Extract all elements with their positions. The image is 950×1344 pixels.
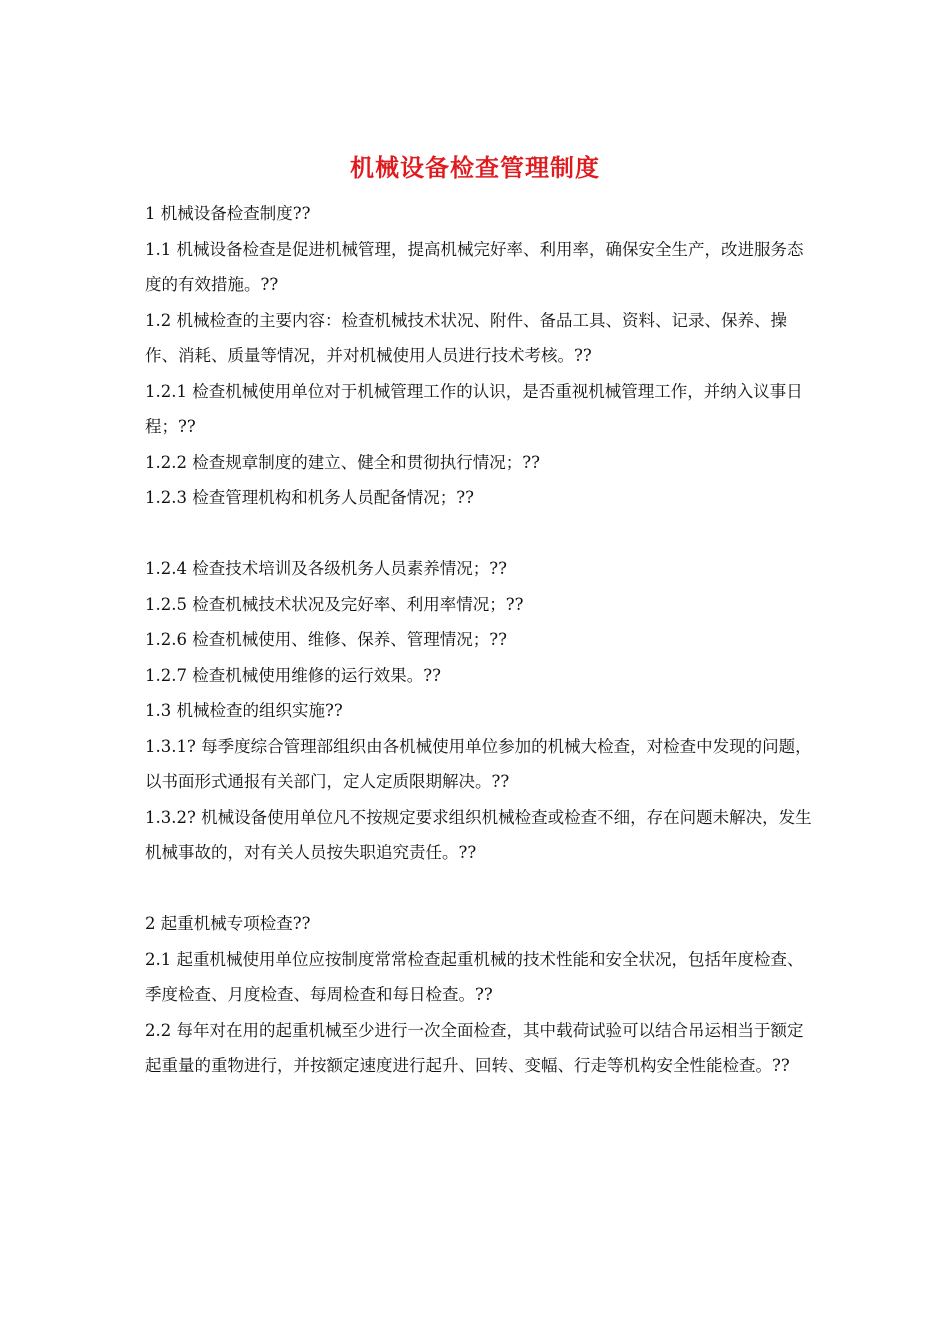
paragraph: 1.2 机械检查的主要内容：检查机械技术状况、附件、备品工具、资料、记录、保养、操作、消耗、质量等情况，并对机械使用人员进行技术考核。??: [145, 310, 787, 365]
paragraph: 1.3.1? 每季度综合管理部组织由各机械使用单位参加的机械大检查，对检查中发现的问题，以书面形式通报有关部门，定人定质限期解决。??: [145, 736, 812, 791]
document-body: [145, 196, 813, 1084]
subsection-heading: 1.3 机械检查的组织实施??: [145, 701, 343, 720]
paragraph: 1.1 机械设备检查是促进机械管理，提高机械完好率、利用率，确保安全生产，改进服务态度的有效措施。??: [145, 239, 804, 294]
paragraph: 1.2.1 检查机械使用单位对于机械管理工作的认识，是否重视机械管理工作，并纳入议事日程；??: [145, 381, 803, 436]
paragraph: 1.2.2 检查规章制度的建立、健全和贯彻执行情况；??: [145, 452, 540, 472]
section-heading: 1 机械设备检查制度??: [145, 204, 311, 223]
blank-line: [145, 516, 813, 552]
paragraph: 1.2.7 检查机械使用维修的运行效果。??: [145, 665, 441, 685]
paragraph: 1.2.6 检查机械使用、维修、保养、管理情况；??: [145, 630, 507, 649]
blank-line: [145, 871, 813, 907]
paragraph: 2.1 起重机械使用单位应按制度常常检查起重机械的技术性能和安全状况，包括年度检查、季度检查、月度检查、每周检查和每日检查。??: [145, 949, 804, 1004]
paragraph: 1.2.4 检查技术培训及各级机务人员素养情况；??: [145, 559, 507, 578]
paragraph: 1.3.2? 机械设备使用单位凡不按规定要求组织机械检查或检查不细，存在问题未解决，发生机械事故的，对有关人员按失职追究责任。??: [145, 807, 812, 862]
section-heading: 2 起重机械专项检查??: [145, 914, 311, 933]
paragraph: 1.2.5 检查机械技术状况及完好率、利用率情况；??: [145, 594, 524, 614]
paragraph: 2.2 每年对在用的起重机械至少进行一次全面检查，其中载荷试验可以结合吊运相当于额定起重量的重物进行，并按额定速度进行起升、回转、变幅、行走等机构安全性能检查。??: [145, 1020, 804, 1075]
paragraph: 1.2.3 检查管理机构和机务人员配备情况；??: [145, 488, 474, 507]
document-title: 机械设备检查管理制度: [350, 153, 600, 182]
